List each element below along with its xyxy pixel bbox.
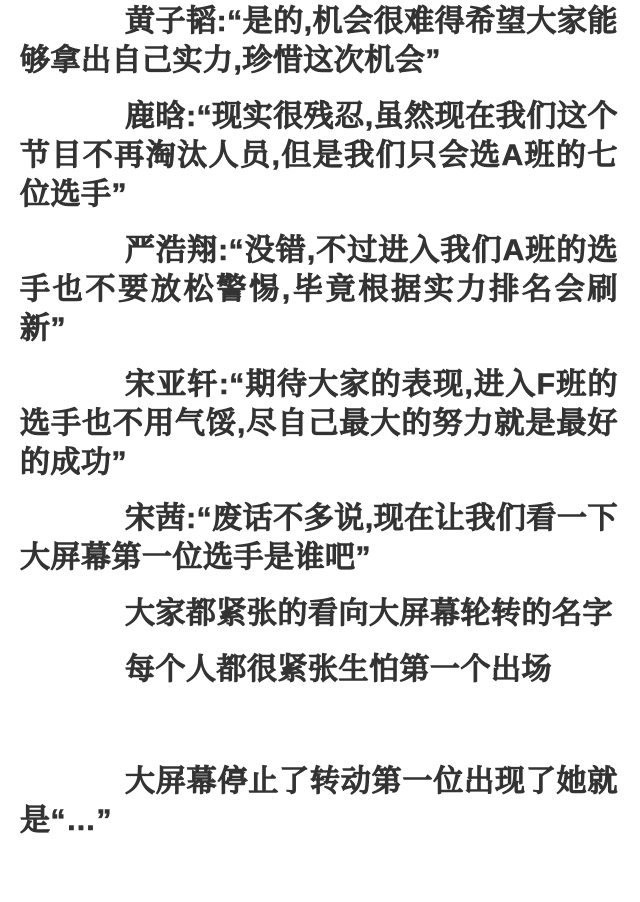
empty-line xyxy=(20,706,618,745)
story-paragraph: 严浩翔:“没错,不过进入我们A班的选手也不要放松警惕,毕竟根据实力排名会刷新” xyxy=(20,234,618,345)
story-paragraph: 黄子韬:“是的,机会很难得希望大家能够拿出自己实力,珍惜这次机会” xyxy=(20,5,618,77)
story-paragraph: 每个人都很紧张生怕第一个出场 xyxy=(125,653,552,686)
story-paragraph: 宋亚轩:“期待大家的表现,进入F班的选手也不用气馁,尽自己最大的努力就是最好的成功” xyxy=(20,368,618,479)
story-paragraph: 宋茜:“废话不多说,现在让我们看一下大屏幕第一位选手是谁吧” xyxy=(20,502,618,574)
story-paragraph: 大屏幕停止了转动第一位出现了她就是“…” xyxy=(20,765,618,837)
story-paragraph: 大家都紧张的看向大屏幕轮转的名字 xyxy=(125,597,613,630)
story-paragraph: 鹿晗:“现实很残忍,虽然现在我们这个节目不再淘汰人员,但是我们只会选A班的七位选手” xyxy=(20,100,618,211)
